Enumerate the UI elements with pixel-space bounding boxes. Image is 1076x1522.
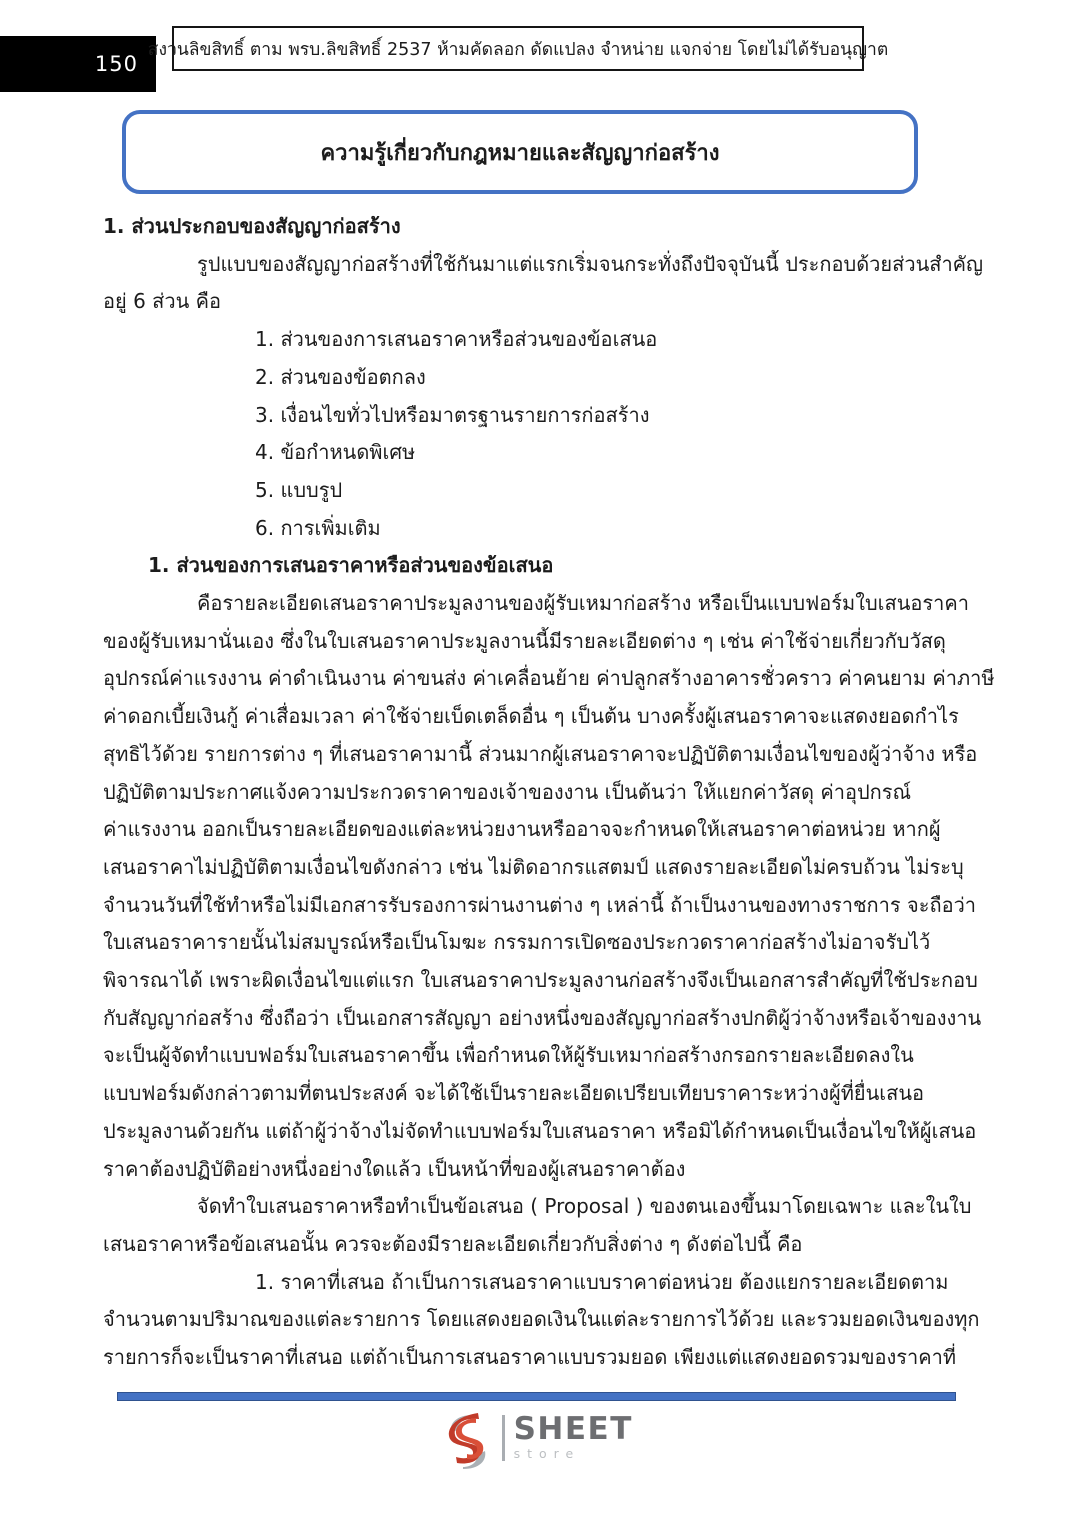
logo-text	[514, 1413, 633, 1462]
subsection-heading: 1. ส่วนของการเสนอราคาหรือส่วนของข้อเสนอ	[148, 553, 554, 578]
paragraph-line: กับสัญญาก่อสร้าง ซึ่งถือว่า เป็นเอกสารสัญญา อย่างหนึ่งของสัญญาก่อสร้างปกติผู้ว่าจ้างหรือเจ้าของงาน	[103, 1005, 982, 1030]
paragraph-line: เสนอราคาไม่ปฏิบัติตามเงื่อนไขดังกล่าว เช่น ไม่ติดอากรแสตมป์ แสดงรายละเอียดไม่ครบถ้วน ไม่ระบุ	[103, 854, 964, 879]
page-number: 150	[94, 52, 138, 76]
paragraph-line: รายการก็จะเป็นราคาที่เสนอ แต่ถ้าเป็นการเสนอราคาแบบรวมยอด เพียงแต่แสดงยอดรวมของราคาที่	[103, 1345, 957, 1370]
paragraph-line: คือรายละเอียดเสนอราคาประมูลงานของผู้รับเหมาก่อสร้าง หรือเป็นแบบฟอร์มใบเสนอราคา	[197, 591, 969, 616]
logo-divider	[502, 1415, 505, 1461]
paragraph-line: จะเป็นผู้จัดทำแบบฟอร์มใบเสนอราคาขึ้น เพื่อกำหนดให้ผู้รับเหมาก่อสร้างกรอกรายละเอียดลงใน	[103, 1043, 914, 1068]
list-item: 3. เงื่อนไขทั่วไปหรือมาตรฐานรายการก่อสร้าง	[255, 402, 650, 427]
paragraph-line: สุทธิไว้ด้วย รายการต่าง ๆ ที่เสนอราคามานี้ ส่วนมากผู้เสนอราคาจะปฏิบัติตามเงื่อนไขของผู้ว่าจ้าง หรือ	[103, 741, 978, 766]
paragraph-line: รูปแบบของสัญญาก่อสร้างที่ใช้กันมาแต่แรกเริ่มจนกระทั่งถึงปัจจุบันนี้ ประกอบด้วยส่วนสำคัญ	[197, 251, 984, 276]
document-body	[103, 208, 995, 1377]
logo-name: SHEET	[513, 1411, 633, 1447]
page-number-box	[0, 36, 156, 92]
paragraph-line: ค่าดอกเบี้ยเงินกู้ ค่าเสื่อมเวลา ค่าใช้จ่ายเบ็ดเตล็ดอื่น ๆ เป็นต้น บางครั้งผู้เสนอราคาจะแสดงยอดกำไร	[103, 704, 959, 729]
paragraph-line: ราคาต้องปฏิบัติอย่างหนึ่งอย่างใดแล้ว เป็นหน้าที่ของผู้เสนอราคาต้อง	[103, 1156, 686, 1181]
paragraph-line: เสนอราคาหรือข้อเสนอนั้น ควรจะต้องมีรายละเอียดเกี่ยวกับสิ่งต่าง ๆ ดังต่อไปนี้ คือ	[103, 1231, 803, 1256]
logo-subtitle: store	[513, 1446, 581, 1461]
page-title: ความรู้เกี่ยวกับกฎหมายและสัญญาก่อสร้าง	[320, 140, 720, 166]
paragraph-line: จำนวนวันที่ใช้ทำหรือไม่มีเอกสารรับรองการผ่านงานต่าง ๆ เหล่านี้ ถ้าเป็นงานของทางราชการ จะถือว่า	[103, 892, 977, 917]
copyright-notice: สงวนลิขสิทธิ์ ตาม พรบ.ลิขสิทธิ์ 2537 ห้ามคัดลอก ดัดแปลง จำหน่าย แจกจ่าย โดยไม่ได้รับอนุญาต	[147, 39, 889, 60]
paragraph-line: 1. ราคาที่เสนอ ถ้าเป็นการเสนอราคาแบบราคาต่อหน่วย ต้องแยกรายละเอียดตาม	[255, 1269, 949, 1294]
paragraph-line: ค่าแรงงาน ออกเป็นรายละเอียดของแต่ละหน่วยงานหรืออาจจะกำหนดให้เสนอราคาต่อหน่วย หากผู้	[103, 817, 941, 842]
sheet-store-logo	[0, 1413, 1076, 1471]
list-item: 1. ส่วนของการเสนอราคาหรือส่วนของข้อเสนอ	[255, 327, 658, 352]
paragraph-line: พิจารณาได้ เพราะผิดเงื่อนไขแต่แรก ใบเสนอราคาประมูลงานก่อสร้างจึงเป็นเอกสารสำคัญที่ใช้ประกอบ	[103, 968, 978, 993]
paragraph-line: อยู่ 6 ส่วน คือ	[103, 289, 222, 314]
paragraph-line: อุปกรณ์ค่าแรงงาน ค่าดำเนินงาน ค่าขนส่ง ค่าเคลื่อนย้าย ค่าปลูกสร้างอาคารชั่วคราว ค่าคนยาม ค่าภาษี	[103, 666, 995, 691]
list-item: 6. การเพิ่มเติม	[255, 515, 381, 540]
paragraph-line: จัดทำใบเสนอราคาหรือทำเป็นข้อเสนอ ( Proposal ) ของตนเองขึ้นมาโดยเฉพาะ และในใบ	[197, 1194, 972, 1219]
paragraph-line: ใบเสนอราคารายนั้นไม่สมบูรณ์หรือเป็นโมฆะ กรรมการเปิดซองประกวดราคาก่อสร้างไม่อาจรับไว้	[103, 930, 931, 955]
paragraph-line: ประมูลงานด้วยกัน แต่ถ้าผู้ว่าจ้างไม่จัดทำแบบฟอร์มใบเสนอราคา หรือมิได้กำหนดเป็นเงื่อนไขให้ผู้เสนอ	[103, 1118, 977, 1143]
section-heading: 1. ส่วนประกอบของสัญญาก่อสร้าง	[103, 214, 401, 238]
paragraph-line: ปฏิบัติตามประกาศแจ้งความประกวดราคาของเจ้าของงาน เป็นต้นว่า ให้แยกค่าวัสดุ ค่าอุปกรณ์	[103, 779, 912, 804]
title-box	[122, 110, 918, 194]
list-item: 2. ส่วนของข้อตกลง	[255, 364, 426, 389]
sheet-store-logo-icon	[443, 1413, 493, 1471]
paragraph-line: แบบฟอร์มดังกล่าวตามที่ตนประสงค์ จะได้ใช้เป็นรายละเอียดเปรียบเทียบราคาระหว่างผู้ที่ยื่นเสนอ	[103, 1081, 925, 1106]
list-item: 5. แบบรูป	[255, 477, 343, 502]
copyright-box	[147, 26, 889, 71]
footer-divider	[117, 1392, 956, 1401]
list-item: 4. ข้อกำหนดพิเศษ	[255, 440, 416, 465]
paragraph-line: จำนวนตามปริมาณของแต่ละรายการ โดยแสดงยอดเงินในแต่ละรายการไว้ด้วย และรวมยอดเงินของทุก	[103, 1307, 980, 1332]
paragraph-line: ของผู้รับเหมานั่นเอง ซึ่งในใบเสนอราคาประมูลงานนี้มีรายละเอียดต่าง ๆ เช่น ค่าใช้จ่ายเกี่ยวกับวัสดุ	[103, 628, 946, 653]
